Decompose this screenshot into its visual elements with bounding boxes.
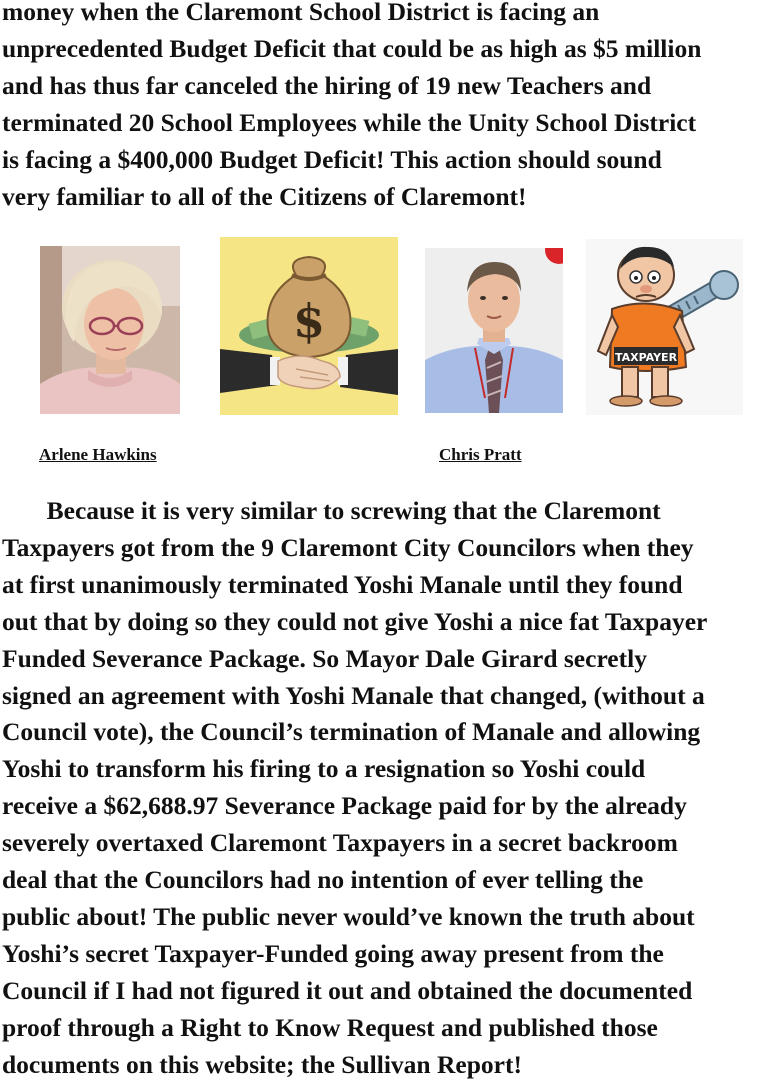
paragraph-line: Funded Severance Package. So Mayor Dale Girard secretly [2, 643, 647, 673]
caption-chris-pratt: Chris Pratt [439, 445, 522, 464]
paragraph-line: and has thus far canceled the hiring of 19 new Teachers and [2, 70, 652, 100]
paragraph-2 [2, 493, 779, 1084]
paragraph-line: money when the Claremont School District is facing an [2, 0, 600, 26]
paragraph-line: Because it is very similar to screwing that the Claremont [2, 496, 661, 525]
paragraph-line: documents on this website; the Sullivan Report! [2, 1049, 522, 1079]
money-bag-icon [220, 237, 398, 415]
paragraph-1 [2, 0, 779, 215]
paragraph-line: deal that the Councilors had no intention of ever telling the [2, 865, 644, 895]
man-portrait-illustration [425, 248, 563, 413]
paragraph-line: proof through a Right to Know Request and published those [2, 1012, 658, 1042]
paragraph-line: unprecedented Budget Deficit that could be as high as $5 million [2, 33, 702, 63]
paragraph-line: at first unanimously terminated Yoshi Manale until they found [2, 569, 683, 599]
paragraph-line: Yoshi’s secret Taxpayer-Funded going away present from the [2, 938, 664, 968]
paragraph-line: receive a $62,688.97 Severance Package paid for by the already [2, 791, 687, 821]
dollar-symbol: $ [292, 294, 326, 348]
paragraph-line: signed an agreement with Yoshi Manale that changed, (without a [2, 680, 705, 710]
paragraph-line: severely overtaxed Claremont Taxpayers in a secret backroom [2, 828, 678, 858]
paragraph-line: Yoshi to transform his firing to a resignation so Yoshi could [2, 754, 646, 784]
taxpayer-cartoon-icon [586, 239, 743, 415]
taxpayer-label: TAXPAYER [614, 351, 678, 364]
cartoon-taxpayer-screw [586, 239, 743, 415]
paragraph-line: out that by doing so they could not give Yoshi a nice fat Taxpayer [2, 606, 708, 636]
image-money-bag-handshake [220, 237, 398, 415]
paragraph-line: terminated 20 School Employees while the Unity School District [2, 107, 697, 137]
caption-arlene-hawkins: Arlene Hawkins [39, 445, 157, 464]
paragraph-line: very familiar to all of the Citizens of Claremont! [2, 181, 527, 211]
paragraph-line: public about! The public never would’ve known the truth about [2, 901, 695, 931]
paragraph-line: Council vote), the Council’s termination of Manale and allowing [2, 717, 701, 747]
woman-portrait-illustration [40, 246, 180, 414]
paragraph-line: Taxpayers got from the 9 Claremont City Councilors when they [2, 532, 694, 562]
paragraph-line: is facing a $400,000 Budget Deficit! This action should sound [2, 144, 662, 174]
photo-chris-pratt [425, 248, 563, 413]
paragraph-line: Council if I had not figured it out and obtained the documented [2, 975, 693, 1005]
photo-arlene-hawkins [40, 246, 180, 414]
